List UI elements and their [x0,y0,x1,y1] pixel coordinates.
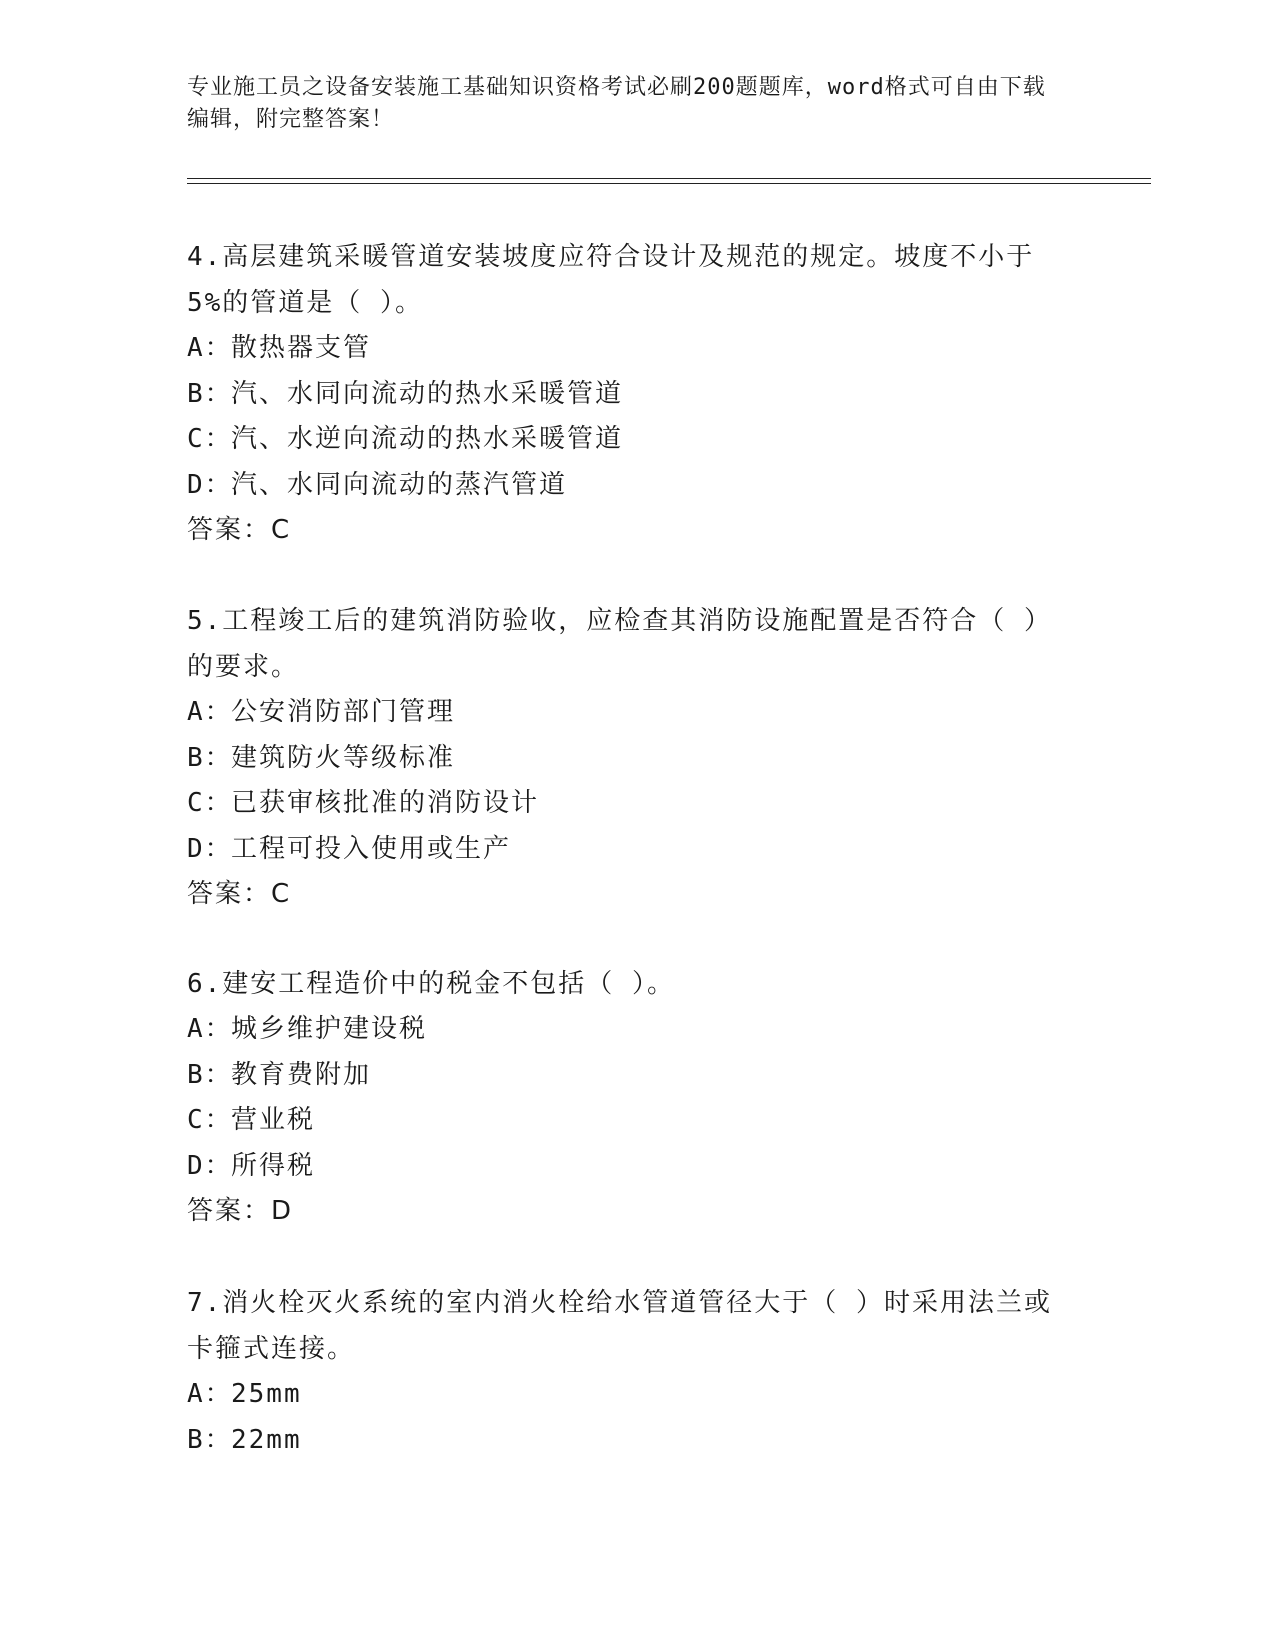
option-a [187,326,1067,372]
option-text: 教育费附加 [231,1059,372,1090]
option-key: C： [187,1105,233,1135]
question-4 [187,234,1067,554]
option-text: 公安消防部门管理 [231,697,456,727]
option-text: 汽、水同向流动的热水采暖管道 [231,378,624,409]
option-key: D： [187,833,233,864]
option-d [187,827,1067,873]
option-text: 城乡维护建设税 [231,1014,428,1044]
option-a [187,1372,1067,1418]
option-text: 汽、水逆向流动的热水采暖管道 [231,424,624,454]
option-key: B： [187,1424,233,1455]
option-text: 22mm [231,1424,302,1455]
question-stem: 5.工程竣工后的建筑消防验收，应检查其消防设施配置是否符合（ ）的要求。 [187,606,1052,682]
option-d [187,1144,1067,1190]
header-rule-bottom [187,183,1151,184]
option-a [187,1007,1067,1053]
option-a [187,690,1067,736]
option-text: 所得税 [231,1150,316,1181]
option-key: D： [187,469,233,500]
option-key: D： [187,1150,233,1181]
question-stem: 7.消火栓灭火系统的室内消火栓给水管道管径大于（ ）时采用法兰或卡箍式连接。 [187,1288,1052,1364]
option-b [187,1418,1067,1464]
option-text: 25mm [231,1379,302,1409]
question-5 [187,598,1067,918]
option-key: A： [187,333,233,363]
answer: 答案：C [187,515,292,545]
option-key: B： [187,378,233,409]
question-6 [187,961,1067,1235]
option-key: C： [187,788,233,818]
option-text: 营业税 [231,1105,316,1135]
option-key: B： [187,1059,233,1090]
option-c [187,417,1067,463]
option-text: 工程可投入使用或生产 [231,833,512,864]
option-b [187,736,1067,782]
header-rule-top [187,178,1151,179]
question-7 [187,1280,1067,1463]
option-text: 已获审核批准的消防设计 [231,788,540,818]
option-c [187,781,1067,827]
option-text: 建筑防火等级标准 [231,742,456,773]
question-stem: 6.建安工程造价中的税金不包括（ ）。 [187,969,675,999]
option-key: A： [187,697,233,727]
option-key: A： [187,1014,233,1044]
option-text: 散热器支管 [231,333,372,363]
option-d [187,463,1067,509]
question-stem: 4.高层建筑采暖管道安装坡度应符合设计及规范的规定。坡度不小于5%的管道是（ ）。 [187,242,1035,318]
option-c [187,1098,1067,1144]
option-key: C： [187,424,233,454]
option-b [187,1053,1067,1099]
document-header: 专业施工员之设备安装施工基础知识资格考试必刷200题题库，word格式可自由下载编辑，附完整答案！ [187,75,1046,132]
option-key: A： [187,1379,233,1409]
option-text: 汽、水同向流动的蒸汽管道 [231,469,568,500]
option-b [187,372,1067,418]
answer: 答案：D [187,1196,294,1226]
answer: 答案：C [187,879,292,909]
option-key: B： [187,742,233,773]
